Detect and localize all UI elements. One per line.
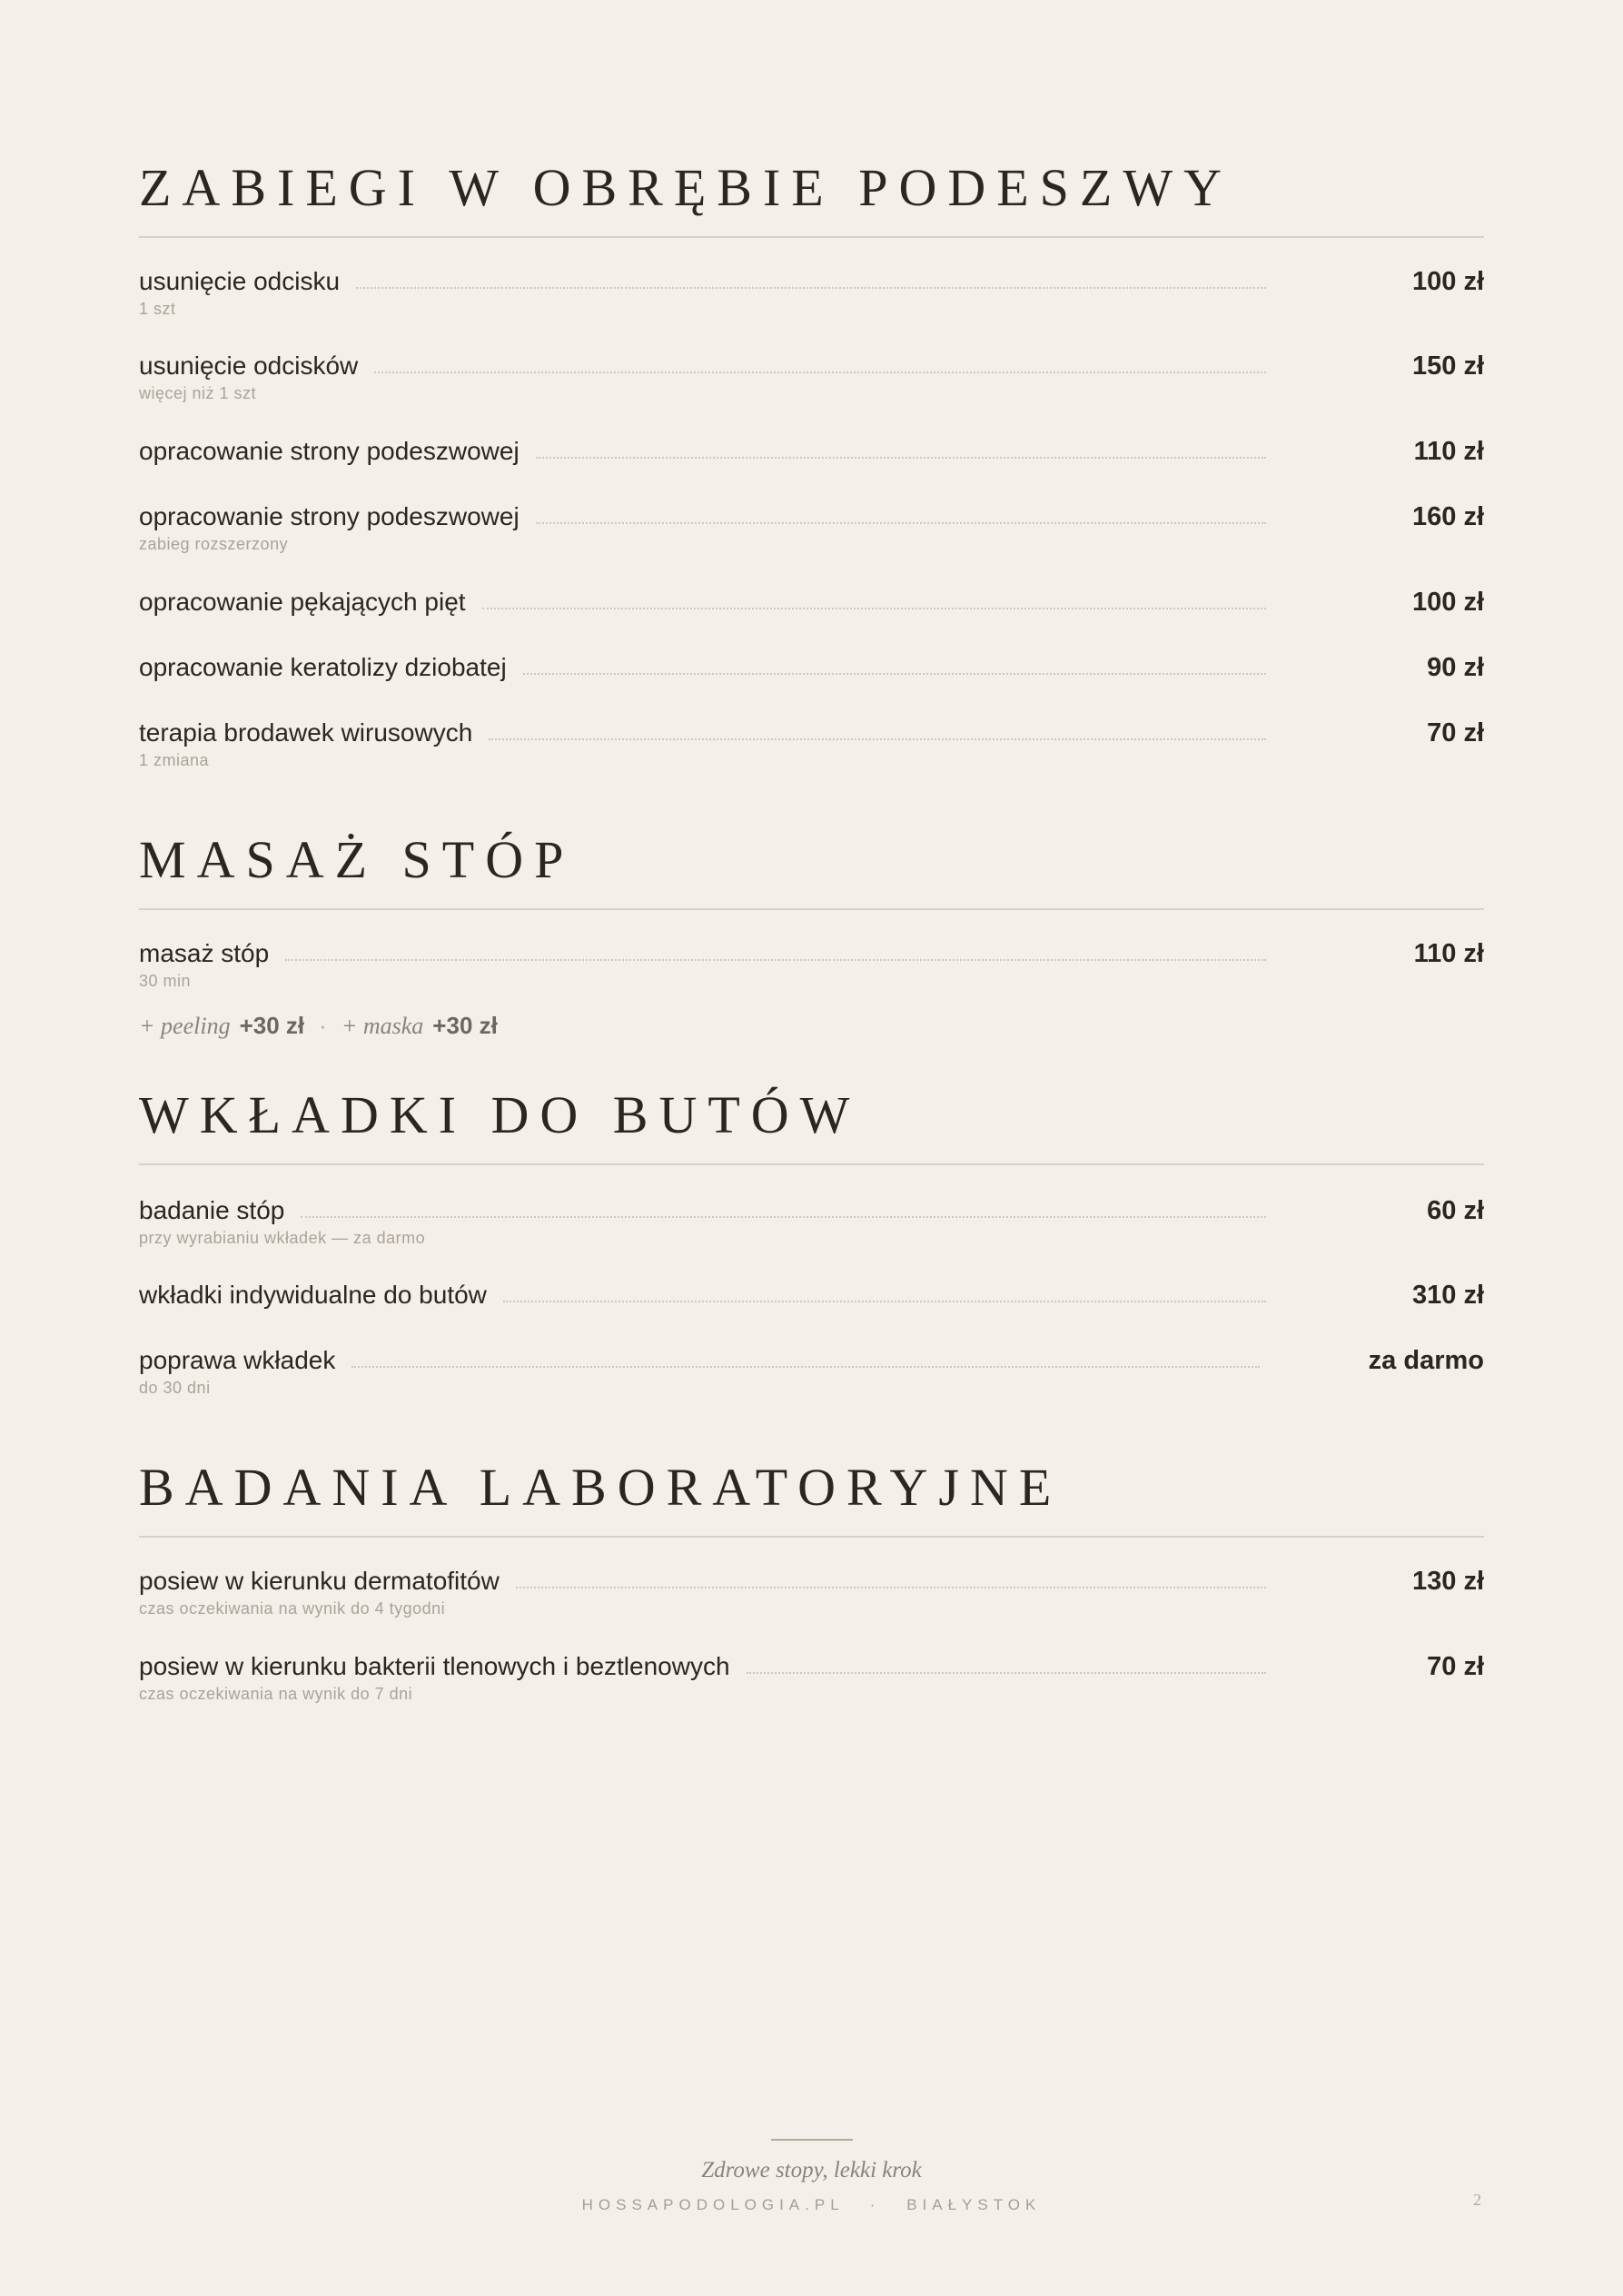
item-name: opracowanie strony podeszwowej: [139, 502, 520, 530]
dot-leader: [523, 673, 1266, 675]
item-price: 70 zł: [1427, 718, 1484, 747]
footer-city: BIAŁYSTOK: [906, 2196, 1042, 2213]
item-price: za darmo: [1368, 1346, 1484, 1375]
list-item: [139, 348, 1484, 403]
item-name: posiew w kierunku bakterii tlenowych i beztlenowych: [139, 1652, 730, 1680]
section-podeszwa: [139, 158, 1484, 238]
dot-leader: [516, 1587, 1266, 1588]
dot-leader: [301, 1216, 1266, 1218]
addon-options: [139, 1012, 498, 1040]
item-name: terapia brodawek wirusowych: [139, 718, 473, 747]
dot-leader: [351, 1366, 1259, 1368]
addon-name: + maska: [341, 1013, 424, 1039]
item-note: 1 zmiana: [139, 751, 210, 769]
dot-leader: [374, 371, 1266, 373]
item-note: 30 min: [139, 972, 192, 990]
dot-leader: [747, 1672, 1266, 1674]
list-item: [139, 1277, 1484, 1310]
section-badania: [139, 1458, 1484, 1538]
item-note: 1 szt: [139, 300, 176, 318]
dot-leader: [536, 457, 1266, 459]
list-item: [139, 1193, 1484, 1248]
item-price: 100 zł: [1412, 267, 1484, 296]
dot-leader: [482, 608, 1266, 609]
item-name: usunięcie odcisku: [139, 267, 341, 295]
item-price: 110 zł: [1413, 939, 1484, 968]
dot-leader: [285, 959, 1266, 961]
item-name: masaż stóp: [139, 939, 270, 967]
page-number: 2: [1473, 2191, 1481, 2209]
addon-price: +30 zł: [432, 1012, 498, 1039]
list-item: [139, 1648, 1484, 1704]
footer-tagline: Zdrowe stopy, lekki krok: [701, 2158, 922, 2182]
item-price: 130 zł: [1412, 1567, 1484, 1596]
dot-leader: [489, 738, 1266, 740]
item-name: poprawa wkładek: [139, 1346, 336, 1374]
footer-meta: [0, 2195, 1623, 2215]
list-item: [139, 1563, 1484, 1618]
section-divider: [139, 236, 1484, 238]
item-name: opracowanie keratolizy dziobatej: [139, 653, 507, 681]
item-note: czas oczekiwania na wynik do 4 tygodni: [139, 1599, 446, 1618]
section-divider: [139, 1163, 1484, 1165]
page-footer: [0, 2139, 1623, 2215]
item-note: przy wyrabianiu wkładek — za darmo: [139, 1229, 426, 1247]
section-title: WKŁADKI DO BUTÓW: [139, 1085, 861, 1144]
section-divider: [139, 908, 1484, 910]
item-note: czas oczekiwania na wynik do 7 dni: [139, 1685, 413, 1703]
dot-leader: [356, 287, 1266, 289]
item-price: 60 zł: [1427, 1196, 1484, 1225]
item-price: 150 zł: [1412, 351, 1484, 381]
dot-leader: [536, 522, 1266, 524]
footer-website: HOSSAPODOLOGIA.PL: [581, 2196, 845, 2213]
item-price: 70 zł: [1427, 1652, 1484, 1681]
footer-separator: ·: [869, 2196, 881, 2213]
section-title: BADANIA LABORATORYJNE: [139, 1458, 1063, 1517]
list-item: [139, 715, 1484, 770]
addon-name: + peeling: [139, 1013, 231, 1039]
section-divider: [139, 1536, 1484, 1538]
section-title: ZABIEGI W OBRĘBIE PODESZWY: [139, 158, 1232, 217]
list-item: [139, 499, 1484, 554]
item-price: 160 zł: [1412, 502, 1484, 531]
list-item: [139, 1342, 1484, 1398]
list-item: [139, 433, 1484, 466]
item-name: posiew w kierunku dermatofitów: [139, 1567, 500, 1595]
item-price: 310 zł: [1412, 1281, 1484, 1310]
list-item: [139, 263, 1484, 319]
section-title: MASAŻ STÓP: [139, 830, 575, 889]
list-item: [139, 584, 1484, 617]
item-name: opracowanie strony podeszwowej: [139, 437, 520, 465]
item-note: zabieg rozszerzony: [139, 535, 289, 553]
list-item: [139, 935, 1484, 991]
addon-price: +30 zł: [239, 1012, 305, 1039]
list-item: [139, 649, 1484, 682]
addon-separator: ·: [319, 1012, 327, 1039]
item-note: więcej niż 1 szt: [139, 384, 257, 402]
dot-leader: [503, 1301, 1266, 1302]
item-name: badanie stóp: [139, 1196, 285, 1224]
item-name: usunięcie odcisków: [139, 351, 359, 380]
section-masaz: [139, 830, 1484, 910]
item-name: wkładki indywidualne do butów: [139, 1281, 487, 1309]
section-wkladki: [139, 1085, 1484, 1165]
item-price: 100 zł: [1412, 588, 1484, 617]
item-name: opracowanie pękających pięt: [139, 588, 466, 616]
item-price: 110 zł: [1413, 437, 1484, 466]
item-price: 90 zł: [1427, 653, 1484, 682]
footer-divider: [771, 2139, 853, 2141]
item-note: do 30 dni: [139, 1379, 211, 1397]
